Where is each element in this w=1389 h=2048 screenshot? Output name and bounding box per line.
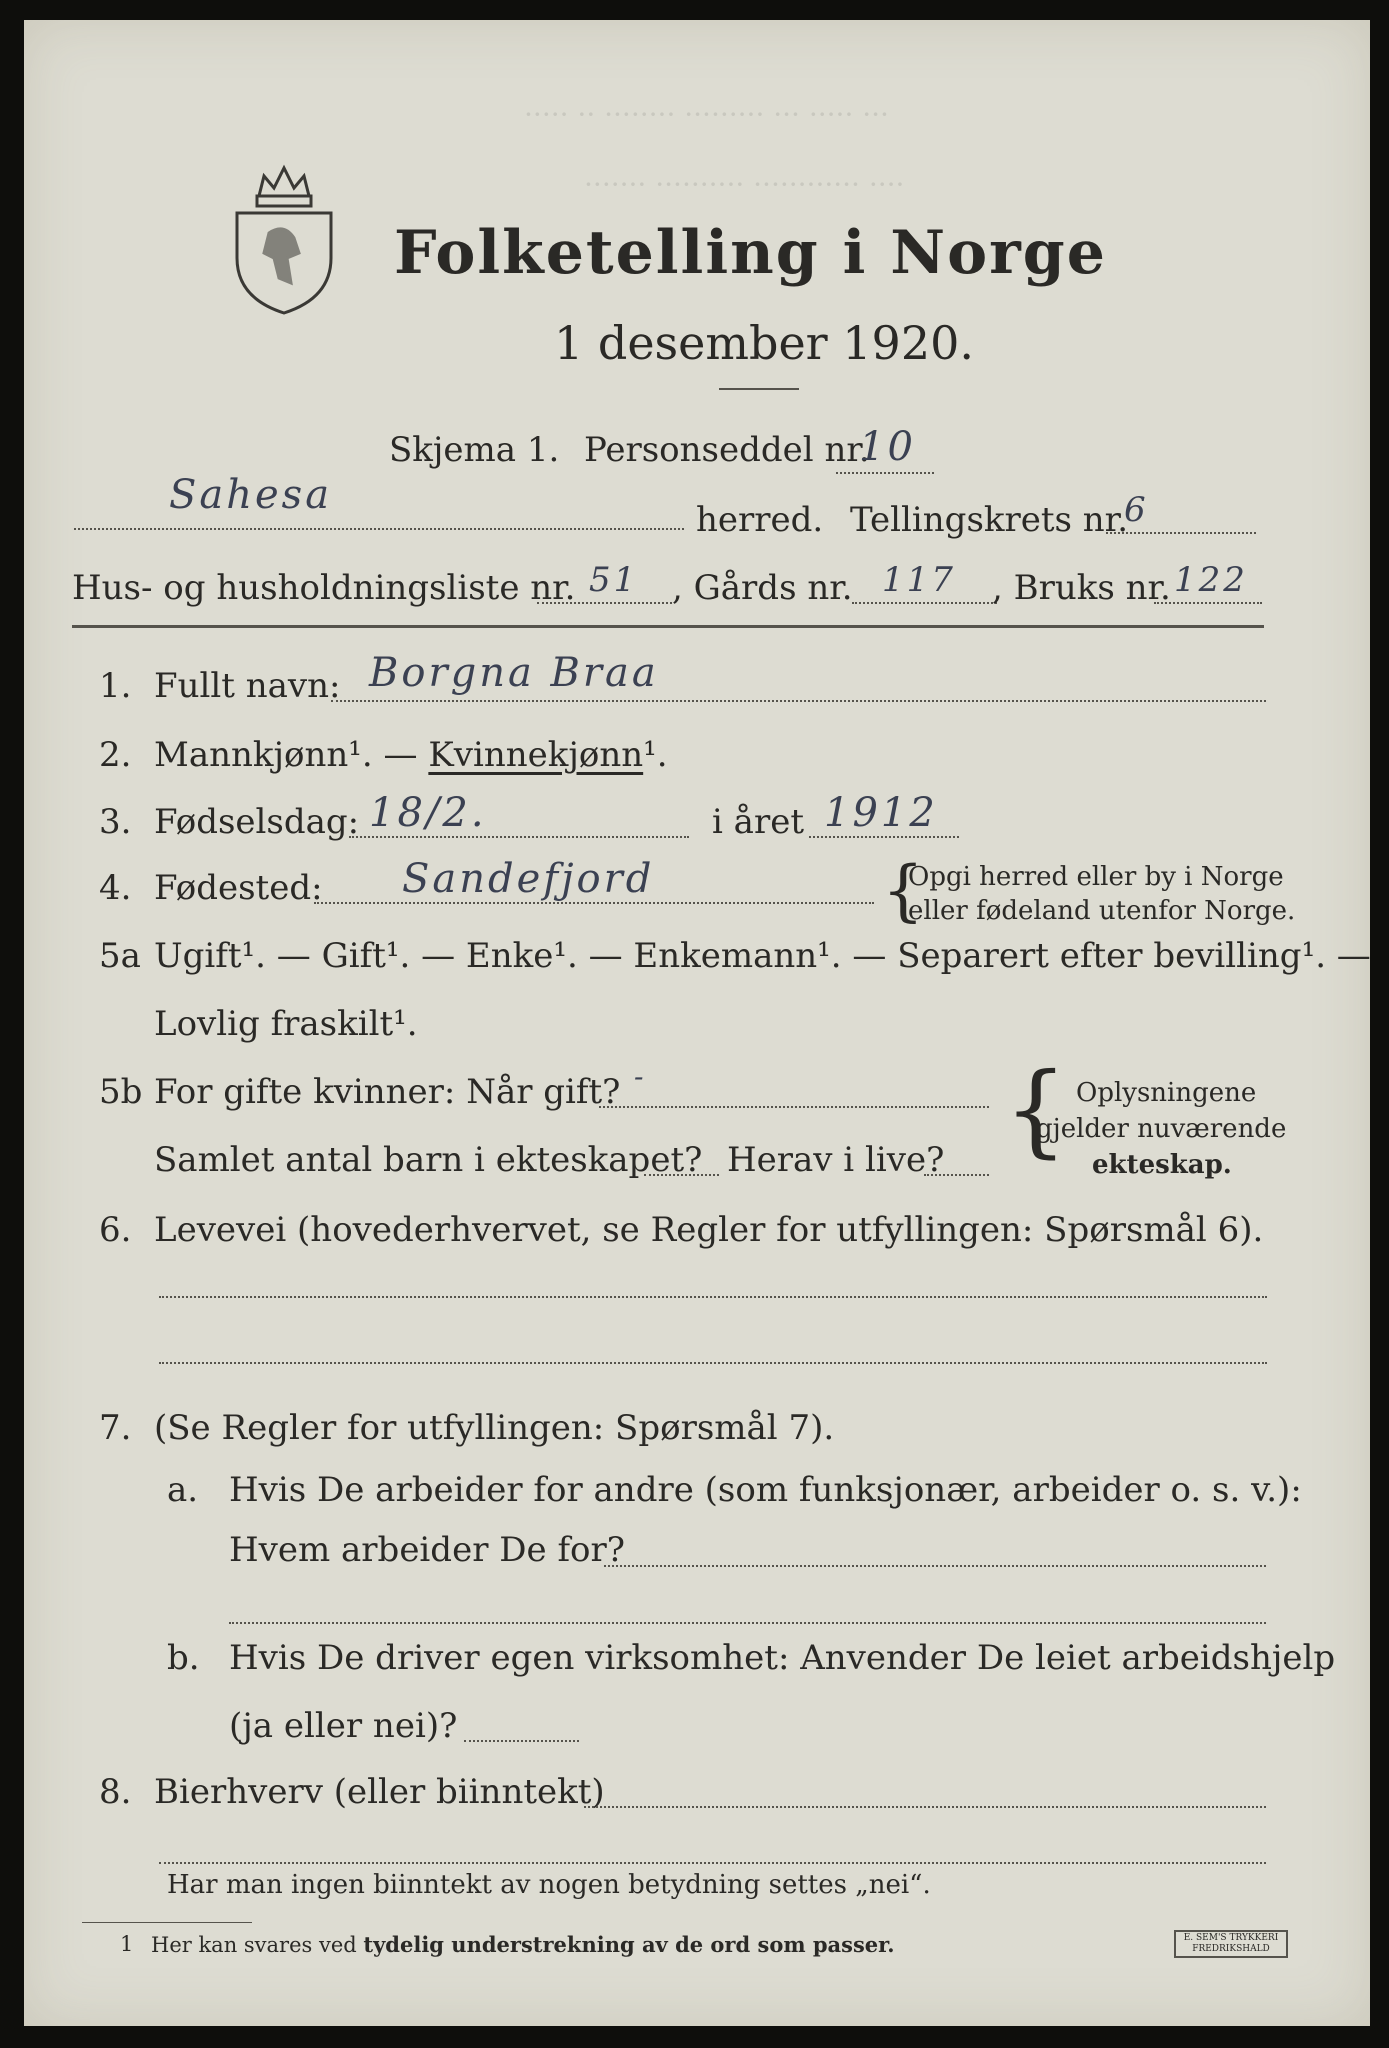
q5a-options[interactable]: Ugift¹. — Gift¹. — Enke¹. — Enkemann¹. — Separert efter bevilling¹. — — [154, 936, 1371, 976]
personseddel-label: Personseddel nr. — [584, 430, 870, 470]
q6-number: 6. — [99, 1210, 132, 1250]
q6-answer-line-1[interactable] — [159, 1296, 1267, 1298]
q7-number: 7. — [99, 1408, 132, 1448]
q8-note: Har man ingen biinntekt av nogen betydning settes „nei“. — [167, 1870, 931, 1900]
q3-year-line — [809, 836, 959, 838]
q5b-line-3 — [924, 1174, 989, 1176]
q5b-brace: { — [1004, 1051, 1068, 1168]
q4-brace: { — [882, 852, 924, 929]
title-divider — [719, 388, 799, 390]
footnote-divider — [82, 1922, 252, 1923]
q5b-value-1[interactable]: - — [634, 1060, 647, 1093]
q3-year-value[interactable]: 1912 — [824, 790, 938, 836]
q7a-line-2[interactable] — [229, 1622, 1266, 1624]
q5b-label-3: Herav i live? — [727, 1140, 945, 1180]
tellingskrets-label: Tellingskrets nr. — [850, 500, 1129, 540]
q5b-line-2 — [644, 1174, 719, 1176]
gards-line — [852, 602, 997, 604]
hus-line — [537, 602, 672, 604]
q8-label: Bierhverv (eller biinntekt) — [154, 1772, 605, 1812]
q7a-letter: a. — [167, 1470, 199, 1510]
q4-line — [314, 902, 874, 904]
footnote-mark: 1 — [120, 1932, 134, 1956]
q5b-line-1 — [599, 1106, 989, 1108]
herred-line — [74, 528, 684, 530]
skjema-label: Skjema 1. — [389, 430, 560, 470]
q5a-options-2[interactable]: Lovlig fraskilt¹. — [154, 1004, 418, 1044]
q3-year-label: i året — [712, 802, 804, 842]
q2-text: Mannkjønn¹. — Kvinnekjønn¹. — [154, 735, 668, 775]
q5b-label-1: For gifte kvinner: Når gift? — [154, 1072, 621, 1112]
q2-female-selected[interactable]: Kvinnekjønn — [428, 735, 644, 775]
q4-note-1: Opgi herred eller by i Norge — [908, 862, 1284, 892]
q1-value[interactable]: Borgna Braa — [369, 650, 659, 696]
bruks-value[interactable]: 122 — [1174, 560, 1248, 600]
bruks-line — [1154, 602, 1262, 604]
bruks-label: , Bruks nr. — [992, 568, 1171, 608]
census-form-sheet — [24, 20, 1370, 2026]
header-divider — [72, 625, 1264, 628]
q7a-text-2: Hvem arbeider De for? — [229, 1530, 625, 1570]
show-through-text: ··· ····· ··· ········· ········ ·· ····· — [524, 98, 889, 131]
q5b-note-1: Oplysningene — [1076, 1078, 1257, 1108]
q6-answer-line-2[interactable] — [159, 1362, 1267, 1364]
q3-number: 3. — [99, 802, 132, 842]
q2-number: 2. — [99, 735, 132, 775]
q8-line[interactable] — [584, 1806, 1266, 1808]
q7-label: (Se Regler for utfyllingen: Spørsmål 7). — [154, 1408, 835, 1448]
herred-value[interactable]: Sahesa — [169, 472, 333, 518]
q1-number: 1. — [99, 666, 132, 706]
q5b-number: 5b — [99, 1072, 143, 1112]
q5a-number: 5a — [99, 936, 141, 976]
q6-label: Levevei (hovederhvervet, se Regler for utfyllingen: Spørsmål 6). — [154, 1210, 1264, 1250]
tellingskrets-line — [1106, 532, 1256, 534]
q3-line — [349, 836, 689, 838]
q7b-text: Hvis De driver egen virksomhet: Anvender De leiet arbeidshjelp — [229, 1638, 1336, 1678]
personseddel-value[interactable]: 10 — [859, 424, 916, 470]
q3-value[interactable]: 18/2. — [369, 790, 487, 836]
hus-label: Hus- og husholdningsliste nr. — [72, 568, 576, 608]
q4-note-2: eller fødeland utenfor Norge. — [908, 896, 1296, 926]
coat-of-arms-icon — [229, 158, 339, 318]
q7b-letter: b. — [167, 1638, 200, 1678]
herred-label: herred. — [696, 500, 824, 540]
personseddel-line — [836, 472, 934, 474]
printer-stamp: E. SEM'S TRYKKERI FREDRIKSHALD — [1174, 1930, 1288, 1958]
q5b-note-2: gjelder nuværende — [1036, 1114, 1287, 1144]
tellingskrets-value[interactable]: 6 — [1124, 490, 1149, 530]
gards-label: , Gårds nr. — [672, 568, 853, 608]
footnote-text: Her kan svares ved tydelig understrekning av de ord som passer. — [151, 1932, 895, 1957]
gards-value[interactable]: 117 — [882, 560, 956, 600]
q4-label: Fødested: — [154, 868, 323, 908]
q7a-line[interactable] — [604, 1565, 1266, 1567]
q5b-label-2: Samlet antal barn i ekteskapet? — [154, 1140, 703, 1180]
q5b-note-3: ekteskap. — [1092, 1150, 1232, 1180]
q7b-text-2: (ja eller nei)? — [229, 1706, 458, 1746]
q8-number: 8. — [99, 1772, 132, 1812]
form-title: Folketelling i Norge — [394, 218, 1107, 288]
form-date: 1 desember 1920. — [554, 316, 974, 370]
q8-line-2[interactable] — [159, 1862, 1266, 1864]
q1-line — [331, 700, 1266, 702]
q4-number: 4. — [99, 868, 132, 908]
q7b-line[interactable] — [464, 1740, 579, 1742]
show-through-text: ···· ············ ·········· ······· — [584, 168, 905, 201]
q3-label: Fødselsdag: — [154, 802, 360, 842]
hus-value[interactable]: 51 — [589, 560, 639, 600]
q7a-text: Hvis De arbeider for andre (som funksjonær, arbeider o. s. v.): — [229, 1470, 1302, 1510]
q2-male[interactable]: Mannkjønn¹. — — [154, 735, 418, 775]
q4-value[interactable]: Sandefjord — [402, 856, 655, 902]
q1-label: Fullt navn: — [154, 666, 341, 706]
